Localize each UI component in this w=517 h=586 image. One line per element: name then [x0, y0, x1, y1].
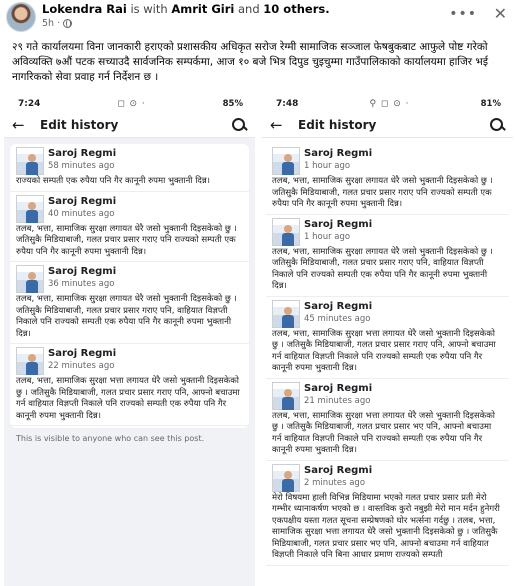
- edit-text: राज्यको सम्पती एक रुपैया पनि गैर कानूनी रुपमा भुक्तानी दिन्न।: [16, 176, 210, 186]
- dot-separator: ·: [57, 18, 61, 29]
- editor-name[interactable]: Saroj Regmi: [48, 266, 117, 277]
- page-title: Edit history: [40, 117, 119, 132]
- status-time: 7:24: [18, 99, 41, 109]
- profile-thumbnail[interactable]: [272, 147, 300, 175]
- tagged-name[interactable]: Amrit Giri: [171, 2, 235, 16]
- edit-history-list: [4, 138, 255, 449]
- status-time: 7:48: [276, 99, 299, 109]
- history-card: [10, 144, 249, 428]
- close-icon[interactable]: ✕: [493, 4, 507, 23]
- edit-time: 2 minutes ago: [304, 477, 366, 488]
- page-title: Edit history: [298, 117, 377, 132]
- back-arrow-icon[interactable]: ←: [270, 115, 283, 134]
- left-phone-screenshot: [4, 96, 255, 586]
- profile-thumbnail[interactable]: [272, 382, 300, 410]
- profile-thumbnail[interactable]: [272, 218, 300, 246]
- post-body: २९ गते कार्यालयमा विना जानकारी हराएको प्रशासकीय अधिकृत सरोज रेग्मी सामाजिक सञ्जाल फेषबुकबाट आफुले पोष्ट गरेको अविव्यक्ति ७औं पटक सच्याउदै सार्वजनिक सम्पर्कमा, आज १० बजे भित्र दिपुड चुइचुम्मा गाउँपालिकाको कार्यालयमा हाजिर भई नागरिकको सेवा प्रवाह गर्न निर्देशन छ ।: [12, 41, 488, 83]
- edit-text: तलब, भत्ता, सामाजिक सुरक्षा लगायत धेरै जसो भुक्तानी दिइसकेको छु । जतिसुकै मिडियाबाजी, गलत प्रचार प्रसार गराए पनि, वाहियात विज्ञप्ती निकाले पनि राज्यको सम्पती एक रुपैया पनि गैर कानूनी रुपमा भुक्तानी दिन्न।: [16, 294, 237, 339]
- edit-text: तलब, भत्ता, सामाजिक सुरक्षा भत्ता लगायत धेरै जसो भुक्तानी दिइसकेको छु । जतिसुकै मिडियाबाजी, गलत प्रचार प्रसार गराए पनि, आफ्नो बचाउमा गर्न वाहियात विज्ञप्ती निकाले पनि राज्यको सम्पती एक रुपैया पनि गैर कानूनी रुपमा भुक्तानी दिन्न।: [16, 376, 240, 421]
- history-entry: [10, 262, 249, 344]
- history-entry: [266, 461, 509, 566]
- and-text: and: [238, 2, 260, 16]
- status-bar: [262, 96, 513, 112]
- edit-time: 58 minutes ago: [48, 161, 115, 171]
- visibility-note: This is visible to anyone who can see this post.: [16, 434, 205, 443]
- edit-text: तलब, भत्ता, सामाजिक सुरक्षा भत्ता लगायत धेरै जसो भुक्तानी दिइसकेको छु । जतिसुकै मिडियाबाजी, गलत प्रचार प्रसार भए पनि, आफ्नो बचाउमा गर्न वाहियात विज्ञप्ती निकाले पनि राज्यको सम्पती एक रुपैया पनि गैर कानूनी रुपमा भुक्तानी दिन्न।: [272, 410, 495, 455]
- editor-name[interactable]: Saroj Regmi: [48, 148, 117, 159]
- history-entry: [266, 297, 509, 379]
- edit-time: 1 hour ago: [304, 231, 351, 242]
- profile-thumbnail[interactable]: [272, 300, 300, 328]
- right-phone-screenshot: [262, 96, 513, 586]
- more-options-icon[interactable]: •••: [449, 6, 477, 22]
- edit-text: तलब, भत्ता, सामाजिक सुरक्षा भत्ता लगायत धेरै जसो भुक्तानी दिइसकेको छु । जतिसुकै मिडियाबाजी, गलत प्रचार प्रसार गराए पनि, आफ्नो बचाउमा गर्न वाहियात विज्ञप्ती निकाले पनि राज्यको सम्पती एक रुपैया पनि गैर कानूनी रुपमा भुक्तानी दिन्न।: [272, 328, 496, 373]
- post-time[interactable]: 5h: [42, 18, 55, 29]
- edit-history-list: [262, 138, 513, 566]
- profile-thumbnail[interactable]: [16, 195, 44, 223]
- edit-time: 22 minutes ago: [48, 361, 115, 371]
- edit-time: 1 hour ago: [304, 161, 351, 171]
- search-icon[interactable]: [231, 117, 247, 133]
- with-text: is with: [130, 2, 168, 16]
- status-bar: [4, 96, 255, 112]
- battery-level: 81%: [480, 99, 501, 109]
- author-avatar[interactable]: [6, 2, 36, 32]
- edit-time: 36 minutes ago: [48, 279, 115, 289]
- app-bar: [4, 112, 255, 138]
- edit-time: 40 minutes ago: [48, 208, 115, 219]
- editor-name[interactable]: Saroj Regmi: [304, 148, 373, 159]
- editor-name[interactable]: Saroj Regmi: [304, 300, 373, 312]
- history-entry: [266, 379, 509, 461]
- history-entry: [10, 192, 249, 263]
- profile-thumbnail[interactable]: [16, 147, 44, 175]
- post-header: [0, 0, 517, 36]
- edit-text: तलब, भत्ता, सामाजिक सुरक्षा लगायत धेरै जसो भुक्तानी दिइसकेको छु । जतिसुकै मिडियाबाजी, गलत प्रचार प्रसार गराए पनि राज्यको सम्पती एक रुपैया पनि गैर कानूनी रुपमा भुक्तानी दिन्न।: [272, 176, 493, 209]
- profile-thumbnail[interactable]: [272, 464, 300, 492]
- edit-text: तलब, भत्ता, सामाजिक सुरक्षा लगायत धेरै जसो भुक्तानी दिइसकेको छु । जतिसुकै मिडियाबाजी, गलत प्रचार प्रसार गराए पनि, वाहियात विज्ञप्ती निकाले पनि राज्यको सम्पती एक रुपैया पनि गैर कानूनी रुपमा भुक्तानी दिन्न।: [272, 246, 493, 291]
- editor-name[interactable]: Saroj Regmi: [304, 382, 373, 394]
- tagged-others[interactable]: 10 others.: [263, 2, 330, 16]
- history-entry: [266, 144, 509, 215]
- status-system-icons: ◻ ⊙ ·: [117, 99, 146, 109]
- editor-name[interactable]: Saroj Regmi: [304, 218, 373, 230]
- globe-icon: [63, 19, 72, 28]
- search-icon[interactable]: [489, 117, 505, 133]
- edit-time: 21 minutes ago: [304, 395, 371, 406]
- profile-thumbnail[interactable]: [16, 265, 44, 293]
- author-name[interactable]: Lokendra Rai: [42, 2, 127, 16]
- edit-time: 45 minutes ago: [304, 313, 371, 324]
- history-entry: [10, 344, 249, 426]
- battery-level: 85%: [222, 99, 243, 109]
- status-system-icons: ⚲ ◻ ⊙ ·: [369, 99, 410, 109]
- back-arrow-icon[interactable]: ←: [12, 115, 25, 134]
- post-meta: [42, 18, 72, 29]
- editor-name[interactable]: Saroj Regmi: [48, 348, 117, 359]
- profile-thumbnail[interactable]: [16, 347, 44, 375]
- edit-text: तलब, भत्ता, सामाजिक सुरक्षा लगायत धेरै जसो भुक्तानी दिइसकेको छु । जतिसुकै मिडियाबाजी, गलत प्रचार प्रसार गराए पनि राज्यको सम्पती एक रुपैया पनि गैर कानूनी रुपमा भुक्तानी दिन्न।: [16, 223, 237, 257]
- editor-name[interactable]: Saroj Regmi: [48, 195, 117, 207]
- history-entry: [266, 215, 509, 297]
- editor-name[interactable]: Saroj Regmi: [304, 464, 373, 476]
- edit-text: मेरो विषयमा हाली विभिन्न मिडियामा भएको गलत प्रचार प्रसार प्रती मेरो गम्भीर ध्यानाकर्षण भएको छ । वास्तविक कुरो नबुझी मेरो मान मर्दन हुनेगरी एकपक्षीय यस्ता गलत सूचना सम्प्रेषणको घोर भर्त्सना गर्दछु । तलब, भत्ता, सामाजिक सुरक्षा भत्ता लगायत धेरै जसो भुक्तानी दिइसकेको छु । जतिसुकै मिडियाबाजी, गलत प्रचार प्रसार भए पनि, आफ्नो बचाउमा गर्न वाहियात विज्ञप्ती निकाले पनि बिना आधार प्रमाण राज्यको सम्पती: [272, 492, 500, 560]
- post-author-line: [42, 2, 330, 16]
- history-entry: [10, 144, 249, 192]
- app-bar: [262, 112, 513, 138]
